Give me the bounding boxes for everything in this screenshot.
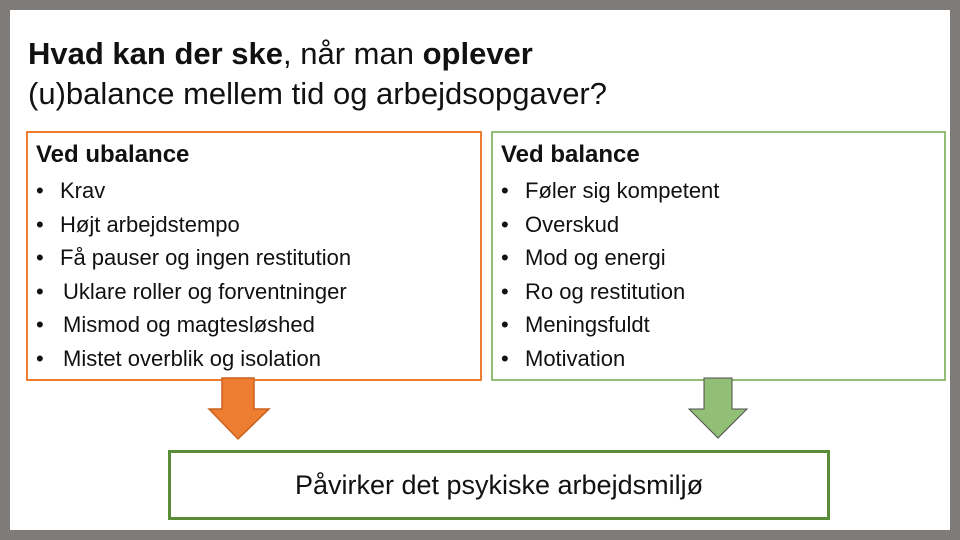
bullet-icon: • [501, 211, 509, 237]
list-item [501, 278, 719, 312]
result-text: Påvirker det psykiske arbejdsmiljø [294, 469, 704, 500]
list-item-text: Motivation [525, 345, 626, 371]
list-item-text: Meningsfuldt [525, 312, 650, 338]
bullet-icon: • [36, 211, 44, 237]
list-item-text: Krav [60, 178, 106, 203]
down-arrow-orange-icon [207, 377, 271, 441]
bullet-icon: • [36, 278, 44, 304]
bullet-icon: • [501, 245, 509, 271]
list-item [501, 311, 719, 345]
list-item-text: Højt arbejdstempo [60, 211, 240, 237]
list-item [501, 211, 719, 245]
list-item-text: Ro og restitution [525, 278, 686, 304]
title-bold-part-2: oplever [422, 36, 533, 71]
list-item [36, 345, 351, 379]
list-item-text: Mismod og magtesløshed [63, 312, 315, 338]
slide-title [28, 34, 607, 114]
list-item [36, 311, 351, 345]
balance-box [491, 131, 946, 381]
bullet-icon: • [36, 178, 44, 203]
balance-heading: Ved balance [501, 141, 640, 168]
list-item [36, 177, 351, 211]
list-item-text: Få pauser og ingen restitution [60, 245, 352, 271]
bullet-icon: • [501, 312, 509, 338]
bullet-icon: • [501, 178, 509, 203]
list-item [36, 211, 351, 245]
list-item-text: Overskud [525, 211, 620, 237]
bullet-icon: • [36, 245, 44, 271]
list-item [36, 278, 351, 312]
result-box [168, 450, 830, 520]
imbalance-heading: Ved ubalance [36, 141, 190, 168]
list-item-text: Mistet overblik og isolation [63, 345, 322, 371]
bullet-icon: • [36, 345, 44, 371]
list-item-text: Uklare roller og forventninger [63, 278, 347, 304]
list-item-text: Mod og energi [525, 245, 666, 271]
list-item-text: Føler sig kompetent [525, 178, 720, 203]
down-arrow-green-icon [686, 377, 750, 441]
imbalance-box [26, 131, 482, 381]
list-item [36, 244, 351, 278]
title-bold-part-1: Hvad kan der ske [28, 36, 284, 71]
slide [10, 10, 950, 530]
title-line-2: (u)balance mellem tid og arbejdsopgaver? [28, 76, 607, 111]
list-item [501, 345, 719, 379]
bullet-icon: • [36, 312, 44, 338]
imbalance-list [36, 177, 351, 379]
list-item [501, 244, 719, 278]
title-normal-part-1: , når man [283, 36, 423, 71]
list-item [501, 177, 719, 211]
balance-list [501, 177, 719, 379]
bullet-icon: • [501, 345, 509, 371]
bullet-icon: • [501, 278, 509, 304]
